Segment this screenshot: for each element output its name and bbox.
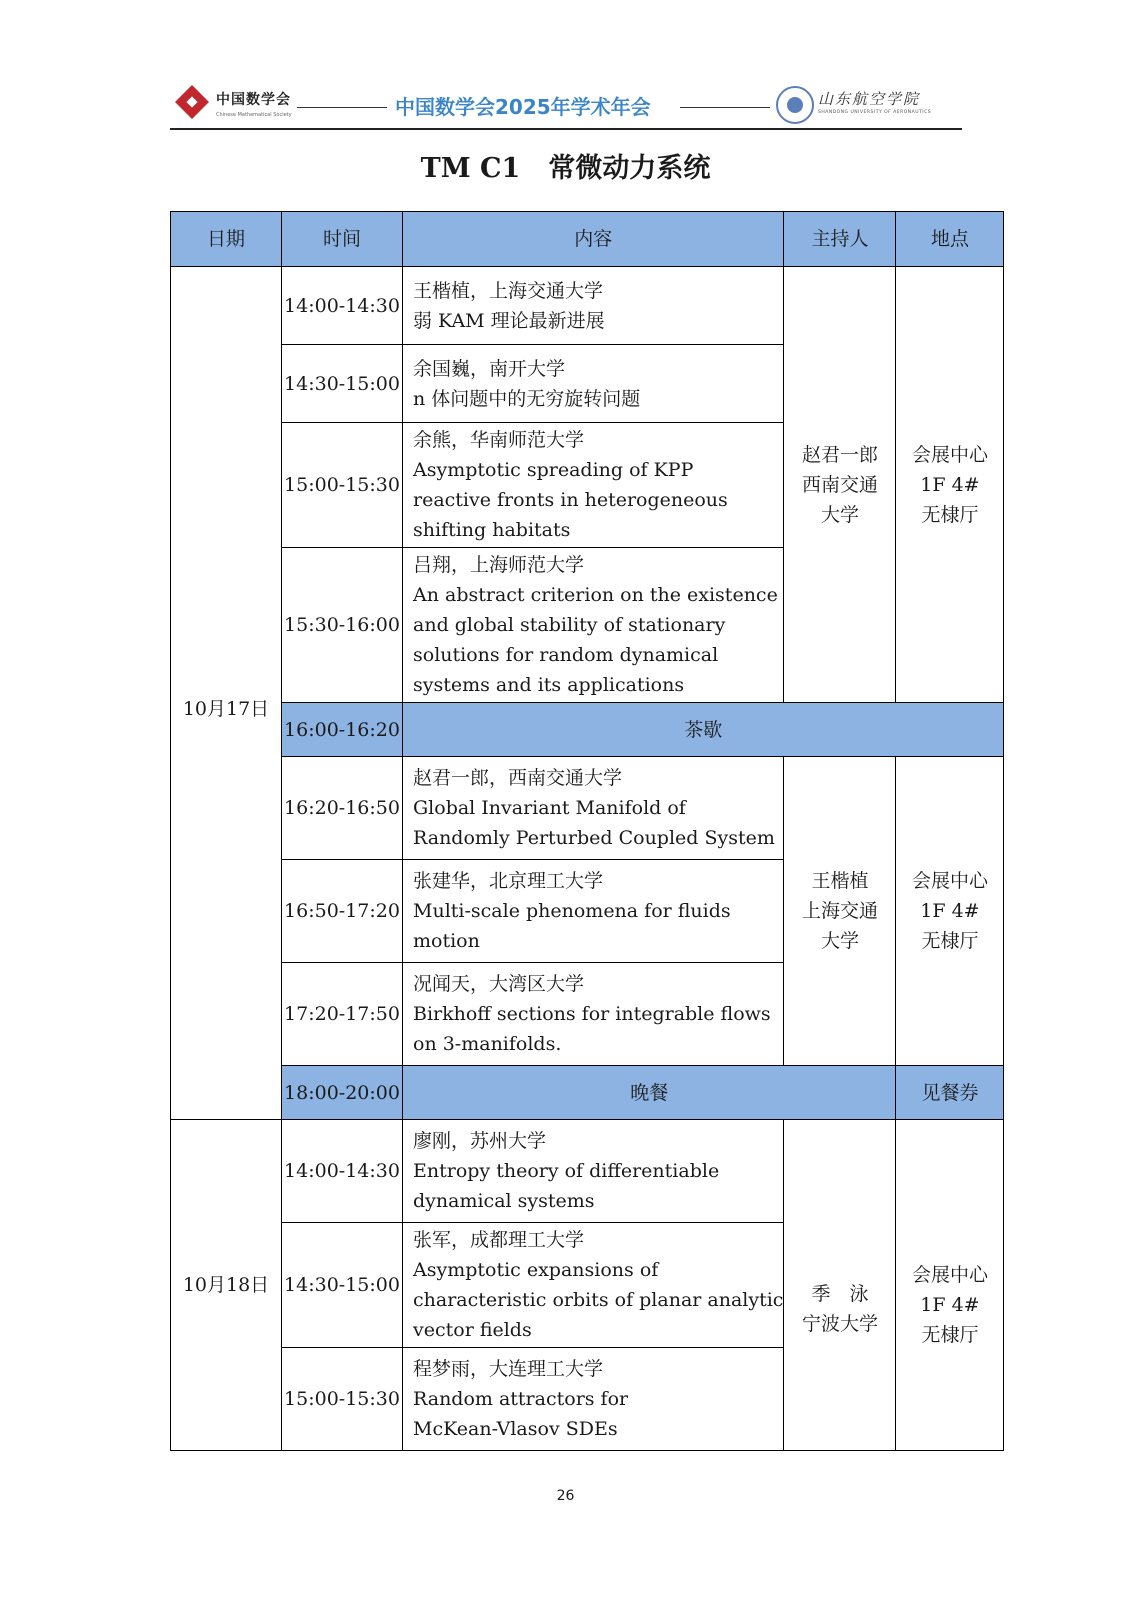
venue-line: 1F 4# [920, 1294, 980, 1316]
cms-logo-subtitle: Chinese Mathematical Society [216, 112, 292, 118]
col-header-date: 日期 [171, 212, 282, 267]
time-cell: 14:30-15:00 [282, 345, 403, 423]
speaker-line: 廖刚，苏州大学 [413, 1130, 547, 1152]
speaker-line: 余国巍，南开大学 [413, 357, 566, 380]
speaker-line: 程梦雨，大连理工大学 [413, 1358, 604, 1380]
host-line: 上海交通 [801, 900, 878, 922]
host-line: 宁波大学 [801, 1313, 878, 1335]
talk-content [403, 1120, 784, 1223]
host-line: 大学 [820, 503, 859, 526]
talk-content [403, 267, 784, 345]
page-header [170, 84, 962, 130]
talk-title-line: 弱 KAM 理论最新进展 [413, 309, 605, 332]
speaker-line: 王楷植，上海交通大学 [413, 279, 604, 302]
talk-content [403, 860, 784, 963]
time-cell: 14:00-14:30 [282, 267, 403, 345]
host-cell-session1 [784, 267, 896, 703]
venue-line: 1F 4# [920, 900, 980, 922]
table-row [171, 757, 1004, 860]
break-label: 茶歇 [403, 703, 1004, 757]
talk-title-line: characteristic orbits of planar analytic [413, 1289, 784, 1311]
cms-logo-name: 中国数学会 [216, 92, 291, 108]
talk-title-line: dynamical systems [413, 1190, 595, 1212]
date-cell-day1: 10月17日 [171, 267, 282, 1120]
school-emblem-icon [776, 86, 814, 124]
talk-content [403, 345, 784, 423]
talk-title-line: n 体问题中的无穷旋转问题 [413, 387, 641, 410]
header-divider-right [680, 107, 770, 108]
speaker-line: 张军，成都理工大学 [413, 1229, 585, 1251]
page-title [0, 146, 1131, 185]
time-cell: 14:00-14:30 [282, 1120, 403, 1223]
talk-title-line: An abstract criterion on the existence [413, 584, 778, 606]
dinner-label: 晚餐 [403, 1066, 896, 1120]
schedule-table [170, 211, 1004, 1451]
time-cell: 16:20-16:50 [282, 757, 403, 860]
talk-title-line: McKean-Vlasov SDEs [413, 1418, 618, 1440]
cms-logo [170, 84, 295, 128]
venue-cell-day2 [896, 1120, 1004, 1451]
break-row [171, 703, 1004, 757]
speaker-line: 赵君一郎，西南交通大学 [413, 767, 623, 789]
talk-content [403, 963, 784, 1066]
venue-line: 1F 4# [920, 473, 980, 496]
speaker-line: 余熊，华南师范大学 [413, 429, 585, 451]
talk-title-line: vector fields [413, 1319, 532, 1341]
session-code: TM C1 [420, 153, 521, 184]
host-school-subtitle: SHANDONG UNIVERSITY OF AERONAUTICS [818, 110, 932, 115]
talk-title-line: Global Invariant Manifold of [413, 797, 686, 819]
date-cell-day2: 10月18日 [171, 1120, 282, 1451]
cms-diamond-icon [175, 85, 209, 119]
talk-content [403, 1348, 784, 1451]
speaker-line: 况闻天，大湾区大学 [413, 973, 585, 995]
table-row [171, 267, 1004, 345]
talk-content [403, 423, 784, 548]
host-line: 大学 [820, 930, 859, 952]
talk-title-line: Asymptotic spreading of KPP [413, 459, 694, 481]
host-cell-day2 [784, 1120, 896, 1451]
talk-content [403, 548, 784, 703]
venue-line: 无棣厅 [921, 1324, 979, 1346]
venue-line: 无棣厅 [921, 930, 979, 952]
host-line: 赵君一郎 [801, 443, 878, 466]
page-number: 26 [556, 1488, 575, 1504]
talk-title-line: Multi-scale phenomena for fluids [413, 900, 731, 922]
host-line: 西南交通 [801, 473, 878, 496]
time-cell: 17:20-17:50 [282, 963, 403, 1066]
time-cell: 15:00-15:30 [282, 1348, 403, 1451]
host-school-name: 山东航空学院 [818, 90, 921, 108]
talk-content [403, 757, 784, 860]
venue-line: 会展中心 [911, 870, 988, 892]
col-header-content: 内容 [403, 212, 784, 267]
speaker-line: 张建华，北京理工大学 [413, 870, 604, 892]
talk-content [403, 1223, 784, 1348]
talk-title-line: Birkhoff sections for integrable flows [413, 1003, 771, 1025]
venue-line: 会展中心 [911, 1264, 988, 1286]
host-line: 王楷植 [811, 870, 869, 892]
time-cell: 16:50-17:20 [282, 860, 403, 963]
conference-title: 中国数学会2025年学术年会 [395, 95, 651, 119]
host-line: 季 泳 [811, 1283, 869, 1305]
header-divider-left [297, 107, 387, 108]
talk-title-line: on 3-manifolds. [413, 1033, 562, 1055]
time-cell: 15:30-16:00 [282, 548, 403, 703]
talk-title-line: motion [413, 930, 480, 952]
venue-cell-session1 [896, 267, 1004, 703]
table-row [171, 1120, 1004, 1223]
speaker-line: 吕翔，上海师范大学 [413, 554, 585, 576]
host-cell-session2 [784, 757, 896, 1066]
time-cell: 15:00-15:30 [282, 423, 403, 548]
venue-line: 无棣厅 [921, 503, 979, 526]
header-rule [170, 128, 962, 130]
talk-title-line: Entropy theory of differentiable [413, 1160, 720, 1182]
session-name: 常微动力系统 [548, 153, 711, 184]
talk-title-line: systems and its applications [413, 674, 685, 696]
talk-title-line: solutions for random dynamical [413, 644, 719, 666]
talk-title-line: Randomly Perturbed Coupled System [413, 827, 775, 849]
break-time: 16:00-16:20 [282, 703, 403, 757]
dinner-venue: 见餐券 [896, 1066, 1004, 1120]
col-header-time: 时间 [282, 212, 403, 267]
col-header-venue: 地点 [896, 212, 1004, 267]
dinner-time: 18:00-20:00 [282, 1066, 403, 1120]
dinner-row [171, 1066, 1004, 1120]
talk-title-line: Asymptotic expansions of [413, 1259, 659, 1281]
talk-title-line: reactive fronts in heterogeneous [413, 489, 728, 511]
venue-cell-session2 [896, 757, 1004, 1066]
venue-line: 会展中心 [911, 443, 988, 466]
time-cell: 14:30-15:00 [282, 1223, 403, 1348]
col-header-host: 主持人 [784, 212, 896, 267]
talk-title-line: and global stability of stationary [413, 614, 726, 636]
talk-title-line: shifting habitats [413, 519, 571, 541]
table-header-row [171, 212, 1004, 267]
talk-title-line: Random attractors for [413, 1388, 629, 1410]
